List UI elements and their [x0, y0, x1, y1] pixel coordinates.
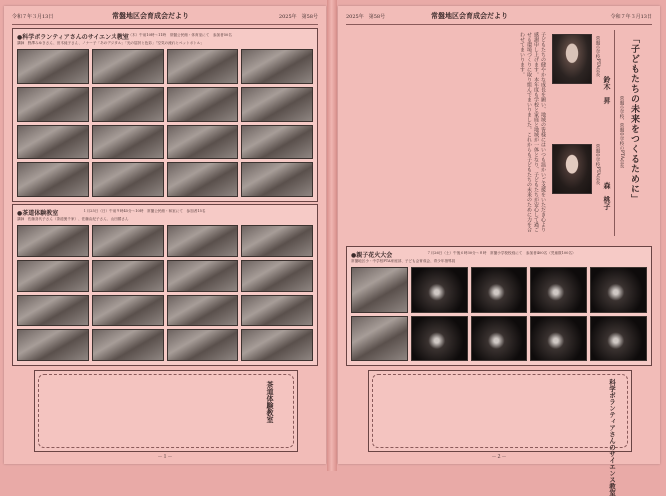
left-page: [4, 6, 326, 464]
event-photo: [17, 225, 89, 257]
person-2-role: 常盤中学校PTA会長: [595, 144, 600, 185]
tea-title: ●茶道体験教室: [17, 210, 59, 217]
event-photo: [241, 162, 313, 197]
event-photo: [17, 49, 89, 84]
fireworks-photo: [471, 267, 528, 313]
event-photo: [167, 162, 239, 197]
header-date: 令和７年３月13日: [12, 14, 54, 20]
header-date: 令和７年３月13日: [610, 14, 652, 20]
science-report-title: 科学ボランティアさんのサイエンス教室: [608, 379, 616, 496]
event-photo: [92, 87, 164, 122]
event-photo: [167, 260, 239, 292]
page-number-right: －２－: [491, 454, 507, 460]
fireworks-staff: 常盤地区小・中学校PTA家庭部、子ども会育成会、青少年指導員: [351, 259, 456, 263]
header-issue: 2025年 第58号: [278, 14, 318, 20]
event-photo: [92, 260, 164, 292]
science-report-text: [391, 379, 591, 443]
event-photo: [241, 87, 313, 122]
event-photo: [92, 125, 164, 160]
event-photo: [241, 49, 313, 84]
fireworks-photo: [351, 267, 408, 313]
fireworks-photo: [411, 267, 468, 313]
tea-report-box: [34, 370, 298, 452]
event-photo: [167, 125, 239, 160]
science-title: ●科学ボランティアさんのサイエンス教室: [17, 34, 129, 41]
header-issue: 2025年 第58号: [346, 14, 386, 20]
divider: [614, 30, 615, 236]
event-photo: [17, 87, 89, 122]
event-photo: [167, 225, 239, 257]
science-info: １月21日（木）午前10時～11時 常盤公民館・体育室にて 参加者50名: [113, 33, 232, 37]
tea-report-title: 茶道体験教室: [266, 381, 275, 423]
fireworks-photo: [351, 316, 408, 362]
event-photo: [92, 295, 164, 327]
page-number-left: －１－: [157, 454, 173, 460]
event-photo: [241, 225, 313, 257]
person-1-role: 常盤小学校PTA会長: [595, 36, 600, 77]
science-photo-grid: [17, 49, 313, 197]
fireworks-photo: [530, 316, 587, 362]
president-photo-1: [552, 34, 592, 84]
tea-staff: 講師 佐藤喜代子さん（茶道裏千家）、佐藤由紀子さん、山田勝さん: [17, 217, 129, 221]
fireworks-photo: [530, 267, 587, 313]
right-page: [338, 6, 660, 496]
person-2-name: 森 桃子: [603, 182, 612, 210]
fireworks-info: ７月26日（土）午後６時30分～８時 常盤小学校校庭にて 参加者400名（児童数100名）: [427, 251, 576, 255]
person-1-name: 鈴木 昇: [603, 76, 612, 104]
event-photo: [17, 329, 89, 361]
science-staff: 講師 野澤みゆきさん、田木純子さん、ノナー子「あのデジタル」「光の屈折と色彩」「空気の流れとペットボトル」: [17, 41, 205, 45]
fireworks-photo-grid: [351, 267, 647, 361]
event-photo: [17, 162, 89, 197]
event-photo: [92, 162, 164, 197]
header-title: 常盤地区会育成会だより: [431, 11, 508, 20]
left-header: [12, 10, 318, 25]
center-fold: [327, 0, 337, 471]
event-photo: [241, 260, 313, 292]
event-photo: [167, 295, 239, 327]
event-photo: [92, 49, 164, 84]
fireworks-title: ●親子花火大会: [351, 252, 393, 259]
feature-body-text: 子どもたちの健やかな成長を願い、地域の皆様にはいつも温かいご支援をいただき心より感謝申し上げます。本年度も学校と家庭と地域が一体となり、子どもたちが安心して過ごせる環境づくりに取り組んでまいりました。これからも子どもたちの未来のために力を合わせてまいります。: [519, 32, 546, 232]
event-photo: [17, 125, 89, 160]
event-photo: [167, 49, 239, 84]
fireworks-section: [346, 246, 652, 366]
science-section: [12, 28, 318, 202]
science-report-box: [368, 370, 632, 496]
event-photo: [17, 295, 89, 327]
event-photo: [241, 295, 313, 327]
event-photo: [92, 329, 164, 361]
fireworks-photo: [590, 316, 647, 362]
header-title: 常盤地区会育成会だより: [112, 11, 189, 20]
president-photo-2: [552, 144, 592, 194]
event-photo: [92, 225, 164, 257]
event-photo: [241, 329, 313, 361]
tea-info: １月25日（日）午前９時45分～10時 常盤公民館・和室にて 参加者15名: [83, 209, 206, 213]
feature-title: 「子どもたちの未来をつくるために」: [629, 34, 639, 204]
event-photo: [241, 125, 313, 160]
feature-subtitle: 常盤小学校、常盤中学校のPTA会長: [619, 96, 624, 169]
fireworks-photo: [590, 267, 647, 313]
event-photo: [17, 260, 89, 292]
event-photo: [167, 329, 239, 361]
right-header: [346, 10, 652, 25]
tea-report-text: [57, 379, 257, 443]
tea-photo-grid: [17, 225, 313, 361]
fireworks-photo: [471, 316, 528, 362]
event-photo: [167, 87, 239, 122]
tea-section: [12, 204, 318, 366]
fireworks-photo: [411, 316, 468, 362]
